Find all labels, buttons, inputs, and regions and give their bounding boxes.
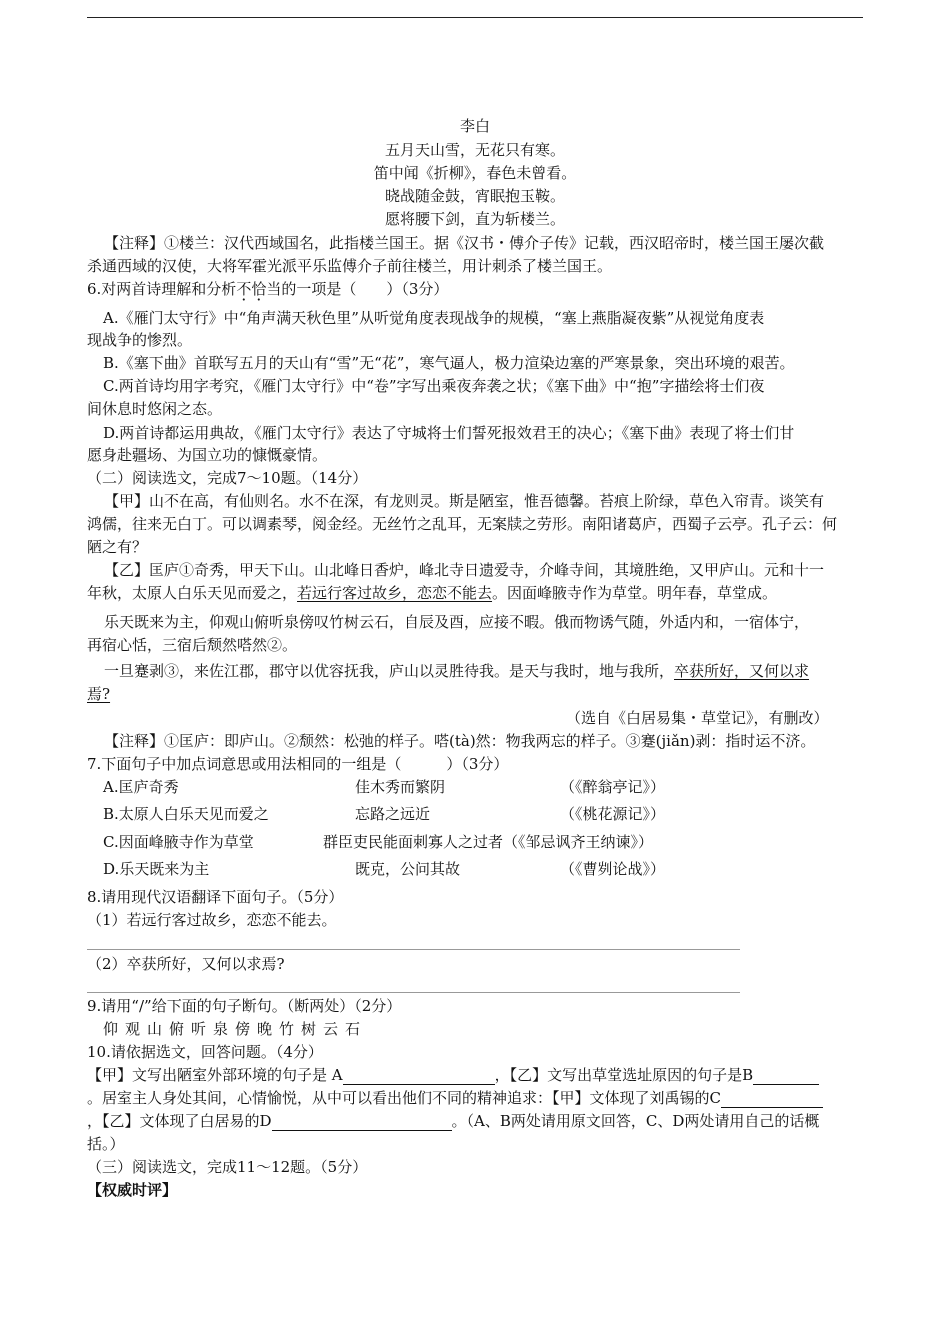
passage-jia: 【甲】山不在高，有仙则名。水不在深，有龙则灵。斯是陋室，惟吾德馨。苔痕上阶绿，草色入帘青。谈笑有 bbox=[104, 492, 825, 510]
poem-line: 五月天山雪，无花只有寒。 bbox=[384, 141, 565, 159]
question-10-stem: 10.请依据选文，回答问题。（4分） bbox=[87, 1043, 323, 1061]
q10-line: 括。） bbox=[87, 1135, 125, 1153]
q7-row-d-mid: 既克，公问其故 bbox=[355, 860, 461, 878]
header-rule bbox=[87, 17, 863, 18]
option-c: 间休息时悠闲之态。 bbox=[87, 400, 223, 418]
q7-row-d-left: D.乐天既来为主 bbox=[103, 860, 210, 878]
q10-line: 。居室主人身处其间，心情愉悦，从中可以看出他们不同的精神追求：【甲】文体现了刘禹锡的C bbox=[87, 1088, 823, 1108]
blank-b[interactable] bbox=[753, 1069, 819, 1085]
poem-note: 杀通西域的汉使，大将军霍光派平乐监傅介子前往楼兰，用计刺杀了楼兰国王。 bbox=[87, 257, 613, 275]
question-6-stem: 6.对两首诗理解和分析不恰当的一项是（ ）（3分） bbox=[87, 280, 449, 298]
option-d: D.两首诗都运用典故，《雁门太守行》表达了守城将士们誓死报效君王的决心；《塞下曲》表现了将士们甘 bbox=[103, 424, 795, 442]
poem-line: 晓战随金鼓，宵眠抱玉鞍。 bbox=[384, 187, 565, 205]
q7-row-a-left: A.匡庐奇秀 bbox=[103, 778, 179, 796]
q10-line: 【甲】文写出陋室外部环境的句子是 A ，【乙】文写出草堂选址原因的句子是B bbox=[87, 1065, 819, 1085]
q7-row-d-right: （《曹刿论战》） bbox=[560, 860, 666, 878]
q10-line: ，【乙】文体现了白居易的D 。（A、B两处请用原文回答，C、D两处请用自己的话概 bbox=[87, 1112, 820, 1130]
section-heading: （二）阅读选文，完成7～10题。（14分） bbox=[87, 469, 368, 487]
q7-row-b-right: （《桃花源记》） bbox=[560, 805, 666, 823]
q7-row-c-mid: 群臣吏民能面刺寡人之过者（《邹忌讽齐王纳谏》） bbox=[323, 833, 654, 851]
question-9-stem: 9.请用“/”给下面的句子断句。（断两处）（2分） bbox=[87, 997, 402, 1015]
authority-heading: 【权威时评】 bbox=[87, 1181, 178, 1199]
blank-a[interactable] bbox=[343, 1069, 495, 1085]
source-citation: （选自《白居易集・草堂记》，有删改） bbox=[566, 709, 829, 727]
blank-c[interactable] bbox=[721, 1092, 823, 1108]
poem-note: 【注释】①楼兰：汉代西域国名，此指楼兰国王。据《汉书・傅介子传》记载，西汉昭帝时，楼兰国王屡次截 bbox=[104, 234, 825, 252]
q8-sentence-2: （2）卒获所好，又何以求焉? bbox=[87, 955, 285, 973]
poem-line: 笛中闻《折柳》，春色未曾看。 bbox=[373, 164, 577, 182]
passage-yi: 【乙】匡庐①奇秀，甲天下山。山北峰日香炉，峰北寺日遗爱寺，介峰寺间，其境胜绝，又甲庐山。元和十一 bbox=[104, 561, 825, 579]
passage-note: 【注释】①匡庐：即庐山。②颓然：松弛的样子。嗒(tà)然：物我两忘的样子。③蹇(jiǎn)剥：指时运不济。 bbox=[104, 732, 816, 750]
section-heading: （三）阅读选文，完成11～12题。（5分） bbox=[87, 1158, 368, 1176]
answer-line[interactable] bbox=[87, 992, 740, 993]
passage-jia: 陋之有？ bbox=[87, 538, 148, 556]
passage-yi: 焉? bbox=[87, 685, 111, 703]
passage-yi: 再宿心恬，三宿后颓然嗒然②。 bbox=[87, 636, 298, 654]
q7-row-a-mid: 佳木秀而繁阴 bbox=[355, 778, 446, 796]
poem-line: 愿将腰下剑，直为斩楼兰。 bbox=[384, 210, 565, 228]
q8-sentence-1: （1）若远行客过故乡，恋恋不能去。 bbox=[87, 911, 337, 929]
option-c: C.两首诗均用字考究，《雁门太守行》中“卷”字写出乘夜奔袭之状；《塞下曲》中“抱”字描绘将士们夜 bbox=[103, 377, 765, 395]
q9-sentence: 仰观山俯听泉傍晚竹树云石 bbox=[103, 1020, 368, 1038]
question-8-stem: 8.请用现代汉语翻译下面句子。（5分） bbox=[87, 888, 344, 906]
passage-yi: 乐天既来为主，仰观山俯听泉傍叹竹树云石，自辰及酉，应接不暇。俄而物诱气随，外适内和，一宿体宁， bbox=[104, 613, 810, 631]
answer-line[interactable] bbox=[87, 949, 740, 950]
option-b: B.《塞下曲》首联写五月的天山有“雪”无“花”，寒气逼人，极力渲染边塞的严寒景象，突出环境的艰苦。 bbox=[103, 354, 795, 372]
option-d: 愿身赴疆场、为国立功的慷慨豪情。 bbox=[87, 446, 328, 464]
q7-row-a-right: （《醉翁亭记》） bbox=[560, 778, 666, 796]
passage-yi: 年秋，太原人白乐天见而爱之，若远行客过故乡，恋恋不能去。因面峰腋寺作为草堂。明年春，草堂成。 bbox=[87, 584, 778, 602]
q7-row-c-left: C.因面峰腋寺作为草堂 bbox=[103, 833, 254, 851]
poem-author: 李白 bbox=[459, 117, 490, 135]
q7-row-b-mid: 忘路之远近 bbox=[355, 805, 431, 823]
question-7-stem: 7.下面句子中加点词意思或用法相同的一组是（ ）（3分） bbox=[87, 755, 509, 773]
blank-d[interactable] bbox=[272, 1115, 452, 1131]
option-a: A.《雁门太守行》中“角声满天秋色里”从听觉角度表现战争的规模，“塞上燕脂凝夜紫”从视觉角度表 bbox=[103, 309, 765, 327]
passage-jia: 鸿儒，往来无白丁。可以调素琴，阅金经。无丝竹之乱耳，无案牍之劳形。南阳诸葛庐，西蜀子云亭。孔子云：何 bbox=[87, 515, 838, 533]
option-a: 现战争的惨烈。 bbox=[87, 331, 193, 349]
passage-yi: 一旦蹇剥③，来佐江郡，郡守以优容抚我，庐山以灵胜待我。是天与我时，地与我所，卒获所好，又何以求 bbox=[104, 662, 810, 680]
q7-row-b-left: B.太原人白乐天见而爱之 bbox=[103, 805, 269, 823]
